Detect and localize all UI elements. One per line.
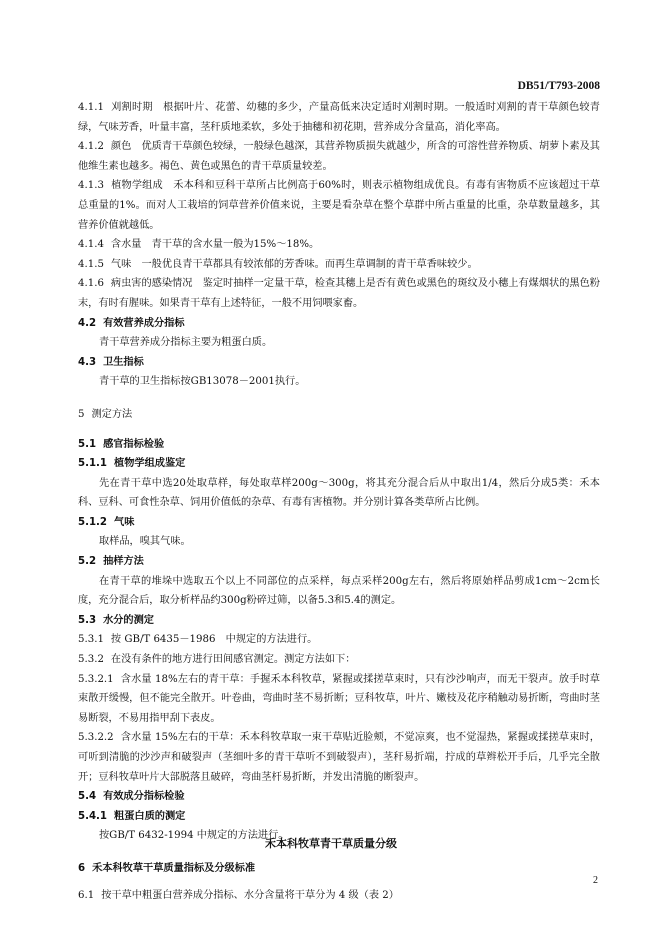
clause-4-1-5 [78,255,600,275]
clause-text: 含水量 15%左右的干草：禾本科牧草取一束干草贴近脸颊，不觉凉爽，也不觉湿热，紧握或揉搓草束时，可听到清脆的沙沙声和破裂声（茎细叶多的青干草听不到破裂声），茎秆易折端，拧成的草辫松开手后，几乎完全散开；豆科牧草叶片大部脱落且破碎，弯曲茎杆易折断，并发出清脆的断裂声。 [78,732,600,783]
heading-number: 5.2 [78,556,97,568]
heading-5-1-1 [78,454,600,474]
paragraph-5-1-2: 取样品，嗅其气味。 [99,536,191,548]
clause-5-3-1 [78,630,600,650]
heading-title: 感官指标检验 [103,438,165,450]
clause-number: 4.1.3 [78,180,104,192]
clause-text: 刈割时期 根据叶片、花蕾、幼穗的多少，产量高低来决定适时刈割时期。一般适时刈割的青干草颜色较青绿，气味芳香，叶量丰富，茎秆质地柔软，多处于抽穗和初花期，营养成分含量高，消化率高。 [78,102,600,133]
heading-5-1-2 [78,513,600,533]
clause-text: 含水量 18%左右的青干草：手握禾本科牧草，紧握或揉搓草束时，只有沙沙响声，而无干裂声。放手时草束散开缓慢，但不能完全散开。叶卷曲，弯曲时茎不易折断；豆科牧草，叶片、嫩枝及花序稍触动易折断，弯曲时茎易断裂，不易用指甲刮下表皮。 [78,673,600,724]
heading-title: 气味 [114,516,135,528]
heading-number: 5.4.1 [78,810,108,822]
clause-text: 颜色 优质青干草颜色较绿，一般绿色越深，其营养物质损失就越少，所含的可溶性营养物质、胡萝卜素及其他维生素也越多。褐色、黄色或黑色的青干草质量较差。 [78,141,600,172]
clause-number: 4.1.2 [78,141,104,153]
heading-6 [78,859,600,879]
heading-4-2 [78,314,600,334]
heading-4-3 [78,353,600,373]
paragraph-4-3: 青干草的卫生指标按GB13078－2001执行。 [99,376,306,388]
heading-title: 卫生指标 [103,356,144,368]
clause-number: 4.1.1 [78,102,104,113]
heading-5-4-1 [78,807,600,827]
document-body [78,98,600,905]
heading-5-4 [78,787,600,807]
clause-4-1-3 [78,176,600,235]
clause-5-3-2 [78,650,600,670]
heading-title: 水分的测定 [103,614,154,626]
clause-text: 按干草中粗蛋白营养成分指标、水分含量将干草分为 4 级（表 2） [101,889,399,901]
clause-4-1-6 [78,274,600,313]
heading-title: 有效营养成分指标 [103,317,185,329]
clause-5-3-2-1 [78,670,600,729]
clause-number: 6.1 [78,889,95,901]
heading-title: 抽样方法 [103,556,144,568]
heading-title: 测定方法 [91,408,133,420]
heading-title: 植物学组成鉴定 [114,458,186,470]
clause-number: 4.1.5 [78,258,104,270]
clause-text: 含水量 青干草的含水量一般为15%～18%。 [110,239,320,251]
paragraph-5-4-1: 按GB/T 6432-1994 中规定的方法进行。 [99,830,289,842]
clause-number: 5.3.2 [78,654,104,666]
clause-5-3-2-2 [78,728,600,787]
heading-number: 5 [78,408,85,420]
heading-title: 禾本科牧草干草质量指标及分级标准 [92,862,256,874]
clause-number: 5.3.2.2 [78,732,114,744]
heading-5-3 [78,611,600,631]
heading-number: 4.3 [78,356,97,368]
clause-6-1 [78,886,600,906]
heading-5-1 [78,435,600,455]
clause-text: 植物学组成 禾本科和豆科干草所占比例高于60%时，则表示植物组成优良。有毒有害物质不应该超过干草总重量的1%。而对人工栽培的饲草营养价值来说，主要是看杂草在整个草群中所占重量的比重，杂草数量越多，其营养价值就越低。 [78,180,600,231]
clause-text: 按 GB/T 6435－1986 中规定的方法进行。 [110,634,318,646]
heading-number: 5.1.2 [78,516,108,528]
heading-title: 粗蛋白质的测定 [114,810,186,822]
heading-5 [78,405,600,425]
clause-number: 5.3.2.1 [78,673,114,685]
clause-text: 在没有条件的地方进行田间感官测定。测定方法如下： [110,654,356,666]
heading-number: 5.3 [78,614,97,626]
clause-4-1-1 [78,98,600,137]
clause-number: 4.1.6 [78,278,104,290]
heading-number: 5.4 [78,791,97,803]
clause-number: 5.3.1 [78,634,104,646]
clause-text: 病虫害的感染情况 鉴定时抽样一定量干草，检查其穗上是否有黄色或黑色的斑纹及小穗上有煤烟状的黑色粉末，有时有腥味。如果青干草有上述特征，一般不用饲喂家畜。 [78,278,600,309]
paragraph-4-2: 青干草营养成分指标主要为粗蛋白质。 [99,337,273,349]
heading-number: 6 [78,862,86,874]
paragraph-5-1-1: 先在青干草中选20处取草样，每处取草样200g～300g，将其充分混合后从中取出1/4，然后分成5类：禾本科、豆科、可食性杂草、饲用价值低的杂草、有毒有害植物。并分别计算各类草所占比例。 [78,477,600,509]
heading-title: 有效成分指标检验 [103,791,185,803]
table-title: 禾本科牧草青干草质量分级 [265,837,397,850]
clause-number: 4.1.4 [78,239,104,251]
clause-4-1-4 [78,235,600,255]
heading-number: 4.2 [78,317,97,329]
heading-5-2 [78,552,600,572]
heading-number: 5.1 [78,438,97,450]
heading-number: 5.1.1 [78,458,108,470]
document-code: DB51/T793-2008 [517,80,600,92]
clause-4-1-2 [78,137,600,176]
clause-text: 气味 一般优良青干草都具有较浓郁的芳香味。而再生草调制的青干草香味较少。 [110,258,478,270]
paragraph-5-2: 在青干草的堆垛中选取五个以上不同部位的点采样，每点采样200g左右，然后将原始样品剪成1cm～2cm长度，充分混合后，取分析样品约300g粉碎过筛，以备5.3和5.4的测定。 [78,575,600,607]
page-number: 2 [593,875,598,886]
